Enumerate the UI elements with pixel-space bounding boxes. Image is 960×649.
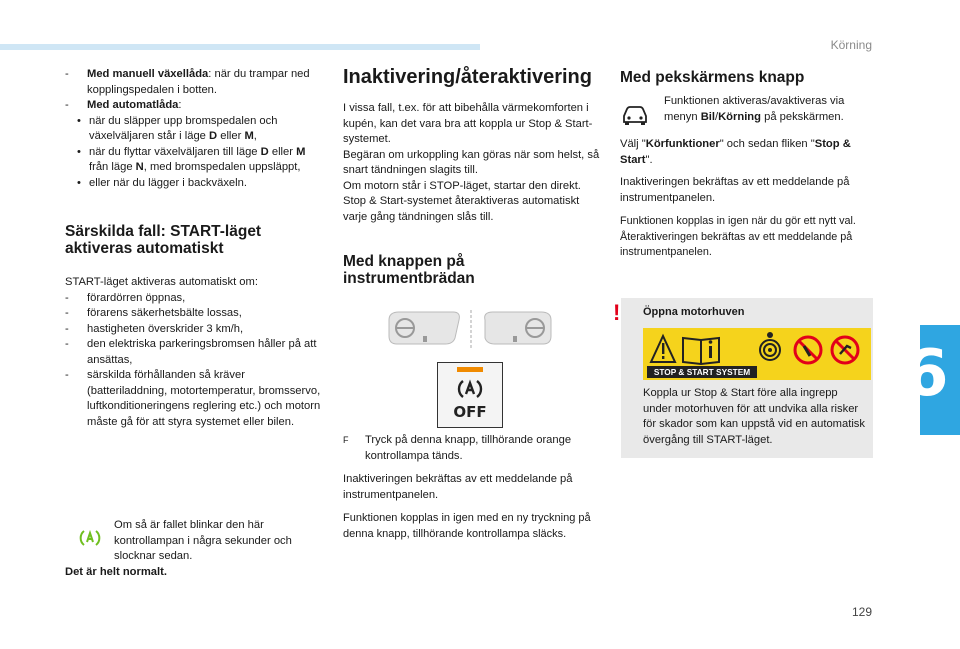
page-number: 129 xyxy=(851,605,872,619)
select-text: ". xyxy=(645,153,653,166)
warning-title: Öppna motorhuven xyxy=(643,306,745,318)
menu-name: Bil xyxy=(700,110,715,123)
gear-letter: N xyxy=(135,161,144,173)
section-title: Körning xyxy=(830,38,872,52)
stop-start-off-button[interactable] xyxy=(437,362,503,428)
car-icon xyxy=(620,104,650,126)
select-instruction xyxy=(620,137,870,168)
column-1 xyxy=(65,67,325,430)
intro-text: START-läget aktiveras automatiskt om: xyxy=(65,276,258,288)
sub-text: från läge xyxy=(89,161,136,173)
touchscreen-confirm: Inaktiveringen bekräftas av ett meddelande på instrumentpanelen. xyxy=(620,176,850,204)
touchscreen-intro xyxy=(664,94,874,125)
list-item-text: förarens säkerhetsbälte lossas, xyxy=(87,307,242,319)
auto-stop-warning-lamp-icon xyxy=(77,526,103,550)
list-item: - förardörren öppnas, xyxy=(65,291,186,304)
column-3 xyxy=(620,65,880,86)
orange-indicator-lamp xyxy=(457,367,483,372)
sub-text: eller xyxy=(217,130,245,142)
reenable-text: Funktionen kopplas in igen med en ny tryckning på denna knapp, tillhörande kontrollampa släcks. xyxy=(343,512,591,540)
sub-text: , med bromspedalen uppsläppt, xyxy=(143,161,301,173)
sub-text: , xyxy=(253,130,257,142)
list-item-text: : när du trampar ned kopplingspedalen i botten. xyxy=(87,68,310,96)
list-item-bold: Med automatlåda xyxy=(87,99,179,111)
sub-text: när du släpper upp bromspedalen och växelväljaren står i läge xyxy=(89,114,278,142)
body-paragraph: Om motorn står i STOP-läget, startar den direkt. xyxy=(343,179,581,192)
sub-text: eller när du lägger i backväxeln. xyxy=(89,176,247,189)
list-item-text: hastigheten överskrider 3 km/h, xyxy=(87,322,244,335)
list-item: - hastigheten överskrider 3 km/h, xyxy=(65,322,244,335)
select-bold: Stop & Start xyxy=(620,138,851,166)
list-item-text: förardörren öppnas, xyxy=(87,291,186,304)
heading-dashboard-button: Med knappen på instrumentbrädan xyxy=(343,253,475,287)
auto-stop-icon xyxy=(455,377,485,401)
sub-list-item: • eller när du lägger i backväxeln. xyxy=(77,176,247,189)
sub-list-item: • när du flyttar växelväljaren till läge D eller M från läge N, med bromspedalen uppsläppt, xyxy=(77,145,306,173)
sub-text: när du flyttar växelväljaren till läge xyxy=(89,145,261,158)
column-2 xyxy=(343,65,601,287)
instruction-step xyxy=(343,433,601,464)
column-2-lower xyxy=(343,433,601,542)
menu-separator: / xyxy=(714,110,719,123)
gear-letter: M xyxy=(244,130,254,142)
select-text: " och sedan fliken " xyxy=(719,138,815,150)
touchscreen-reenable: Funktionen kopplas in igen när du gör ett nytt val. Återaktiveringen bekräftas av ett meddelande på instrumentpanelen. xyxy=(620,215,856,258)
list-item: - Med automatlåda: xyxy=(65,99,182,111)
stop-start-warning-label xyxy=(643,328,871,380)
select-bold: Körfunktioner xyxy=(645,138,720,150)
body-paragraph: Stop & Start-systemet återaktiveras automatiskt varje gång tändningen slås till. xyxy=(343,195,580,223)
chapter-number: 6 xyxy=(904,337,949,411)
list-item: - den elektriska parkeringsbromsen håller på att ansättas, xyxy=(65,338,317,366)
heading-deactivation: Inaktivering/återaktivering xyxy=(343,66,592,88)
intro-text: på pekskärmen. xyxy=(760,110,844,123)
warning-exclamation-icon: ! xyxy=(613,300,621,325)
body-paragraph: I vissa fall, t.ex. för att bibehålla värmekomforten i kupén, kan det vara bra att koppla ur Stop & Start-systemet. xyxy=(343,102,593,145)
heading-touchscreen: Med pekskärmens knapp xyxy=(620,69,805,86)
sub-list-item: • när du släpper upp bromspedalen och växelväljaren står i läge D eller M, xyxy=(77,114,278,142)
gear-letter: D xyxy=(209,130,218,142)
header-accent-bar xyxy=(0,44,480,50)
dashboard-controls-illustration xyxy=(385,308,555,352)
off-label: OFF xyxy=(453,403,487,421)
list-item: - Med manuell växellåda: när du trampar ned kopplingspedalen i botten. xyxy=(65,68,310,96)
warning-box xyxy=(613,298,873,458)
confirm-text: Inaktiveringen bekräftas av ett meddelande på instrumentpanelen. xyxy=(343,473,573,501)
list-item: - förarens säkerhetsbälte lossas, xyxy=(65,307,242,319)
gear-letter: D xyxy=(260,145,269,158)
gear-letter: M xyxy=(296,145,306,158)
menu-name: Körning xyxy=(718,110,761,123)
body-paragraph: Begäran om urkoppling kan göras när som helst, så snart tändningen slagits till. xyxy=(343,148,600,176)
step-marker-icon: F xyxy=(343,435,349,445)
select-text: Välj " xyxy=(620,138,646,150)
chapter-tab xyxy=(904,325,960,435)
list-item-text: den elektriska parkeringsbromsen håller på att ansättas, xyxy=(87,338,317,366)
intro-text: Funktionen aktiveras/avaktiveras via menyn xyxy=(664,95,845,123)
warning-text: Koppla ur Stop & Start före alla ingrepp under motorhuven för att undvika alla risker för skador som kan uppstå vid en automatisk övergång till START-läget. xyxy=(643,387,865,446)
heading-special-cases: Särskilda fall: START-läget aktiveras automatiskt xyxy=(65,223,262,257)
list-item: - särskilda förhållanden så kräver (batteriladdning, motortemperatur, bromsservo, luftkonditioneringens reglering etc.) och motorn måste gå för att styra systemet eller bilen. xyxy=(65,369,321,428)
note-text: Om så är fallet blinkar den här kontrollampan i några sekunder och slocknar sedan. xyxy=(114,519,292,562)
note-bold: Det är helt normalt. xyxy=(65,566,167,578)
sub-text: eller xyxy=(268,145,297,158)
list-item-text: : xyxy=(178,99,182,111)
list-item-bold: Med manuell växellåda xyxy=(87,68,209,80)
list-item-text: särskilda förhållanden så kräver (batteriladdning, motortemperatur, bromsservo, luftkonditioneringens reglering etc.) och motorn måste gå för att styra systemet eller bilen. xyxy=(87,369,321,428)
step-text: Tryck på denna knapp, tillhörande orange kontrollampa tänds. xyxy=(365,434,572,462)
stop-start-label-text: STOP & START SYSTEM xyxy=(653,367,751,377)
